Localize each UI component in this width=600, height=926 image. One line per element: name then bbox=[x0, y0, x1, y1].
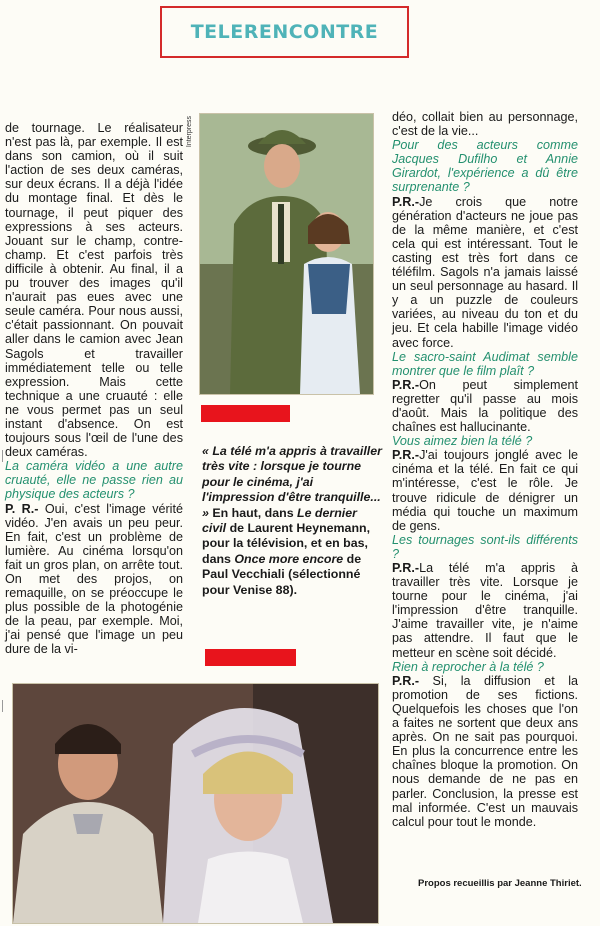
photo-illustration bbox=[200, 114, 373, 394]
pull-quote: « La télé m'a appris à travailler très vite : lorsque je tourne pour le cinéma, j'ai l'impression d'être tranquille... » bbox=[202, 444, 382, 520]
photo-credit: Interpress bbox=[186, 116, 193, 148]
answer-text: Oui, c'est l'image vérité vidéo. J'en avais un peu peur. En fait, c'est un problème de lumière. Au cinéma lorsqu'on fait un gros plan, on arrête tout. On met des projos, on remaquille, on se préoccupe le plus possible de la photogénie de la peau, par exemple. Moi, j'ai pensé que l'image un peu dure de la vi- bbox=[5, 501, 183, 657]
interview-answer bbox=[392, 561, 578, 660]
interview-answer bbox=[392, 674, 578, 829]
answer-text: La télé m'a appris à travailler très vite. Lorsque je tourne pour le cinéma, j'ai l'impression d'être tranquille. J'aime travailler vite, je n'aime pas attendre. Il faut que le metteur en scène soit décidé. bbox=[392, 561, 578, 660]
interview-answer bbox=[392, 448, 578, 533]
answer-text: J'ai toujours jonglé avec le cinéma et la télé. En fait ce qui m'intéresse, c'est le rôle. Je trouve ridicule de dénigrer un média qui touche un maximum de gens. bbox=[392, 448, 578, 533]
decorative-red-bar bbox=[201, 405, 290, 422]
photo-le-dernier-civil bbox=[199, 113, 374, 395]
paragraph: déo, collait bien au personnage, c'est de la vie... bbox=[392, 110, 578, 139]
article-column-right bbox=[392, 110, 578, 829]
speaker-label: P.R.- bbox=[392, 673, 420, 688]
photo-illustration bbox=[13, 684, 378, 923]
film-title: Le dernier civil bbox=[202, 505, 357, 536]
page-edge-mark bbox=[2, 700, 3, 712]
page-edge-mark bbox=[2, 450, 3, 462]
speaker-label: P.R.- bbox=[392, 377, 420, 392]
article-column-left bbox=[5, 121, 183, 657]
film-title: Once more encore bbox=[234, 551, 344, 566]
author-signature: Propos recueillis par Jeanne Thiriet. bbox=[418, 878, 582, 889]
photo-caption bbox=[202, 444, 382, 598]
interview-answer bbox=[392, 195, 578, 350]
caption-text: de Paul Vecchiali (sélectionné pour Venise 88). bbox=[202, 551, 362, 597]
speaker-label: P.R.- bbox=[392, 448, 420, 463]
interview-question: Les tournages sont-ils différents ? bbox=[392, 532, 578, 561]
interview-question: La caméra vidéo a une autre cruauté, elle ne passe rien au physique des acteurs ? bbox=[5, 459, 183, 502]
interview-question: Pour des acteurs comme Jacques Dufilho et Annie Girardot, l'expérience a dû être surprenante ? bbox=[392, 138, 578, 195]
interview-answer bbox=[392, 378, 578, 434]
section-header bbox=[160, 6, 409, 58]
interview-question: Rien à reprocher à la télé ? bbox=[392, 659, 544, 674]
decorative-red-bar bbox=[205, 649, 296, 666]
interview-question: Le sacro-saint Audimat semble montrer que le film plaît ? bbox=[392, 349, 578, 378]
interview-answer bbox=[5, 502, 183, 657]
answer-text: On peut simplement regretter qu'il passe au mois d'août. Mais la politique des chaînes est hallucinante. bbox=[392, 377, 578, 435]
answer-text: Si, la diffusion et la promotion de ses fictions. Quelquefois les choses que l'on a faites ne sortent que deux ans après. On ne sait pas pourquoi. En plus la concurrence entre les chaînes bloque la promotion. On nous demande de ne pas en parler. Conclusion, la presse est mal informée. C'est un mauvais calcul pour tout le monde. bbox=[392, 673, 578, 829]
speaker-label: P.R.- bbox=[392, 194, 420, 209]
section-title: TELERENCONTRE bbox=[190, 21, 379, 43]
paragraph: de tournage. Le réalisateur n'est pas là, par exemple. Il est dans son camion, où il suit l'action de ses deux caméras, sur deux écrans. Il a déjà l'idée du montage final. Et dès le tournage, il peut piquer des expressions à ses acteurs. Jouant sur le champ, contre-champ. Et c'est parfois très difficile à obtenir. Au final, il a pu trouver des images qu'il n'aurait pas eues avec une seule caméra. Pour nous aussi, c'était passionnant. On pouvait aller dans le camion avec Jean Sagols et travailler immédiatement telle ou telle expression. Mais cette technique a une cruauté : elle ne vous permet pas un seul instant d'absence. On est toujours sous l'œil de l'une des deux caméras. bbox=[5, 121, 183, 460]
caption-text: de Laurent Heynemann, pour la télévision, et en bas, dans bbox=[202, 521, 371, 566]
photo-once-more-encore bbox=[12, 683, 379, 924]
answer-text: Je crois que notre génération d'acteurs ne joue pas de la même manière, et c'est cela qui est intéressant. Tout le casting est très fort dans ce téléfilm. Sagols n'a jamais laissé un seul personnage au hasard. Il y a un puzzle de couleurs variées, au niveau du ton et du jeu. Et cela habille l'image vidéo avec force. bbox=[392, 194, 578, 350]
interview-question: Vous aimez bien la télé ? bbox=[392, 434, 533, 449]
speaker-label: P.R.- bbox=[392, 561, 420, 575]
speaker-label: P. R.- bbox=[5, 501, 39, 516]
caption-text: En haut, dans bbox=[208, 505, 298, 520]
